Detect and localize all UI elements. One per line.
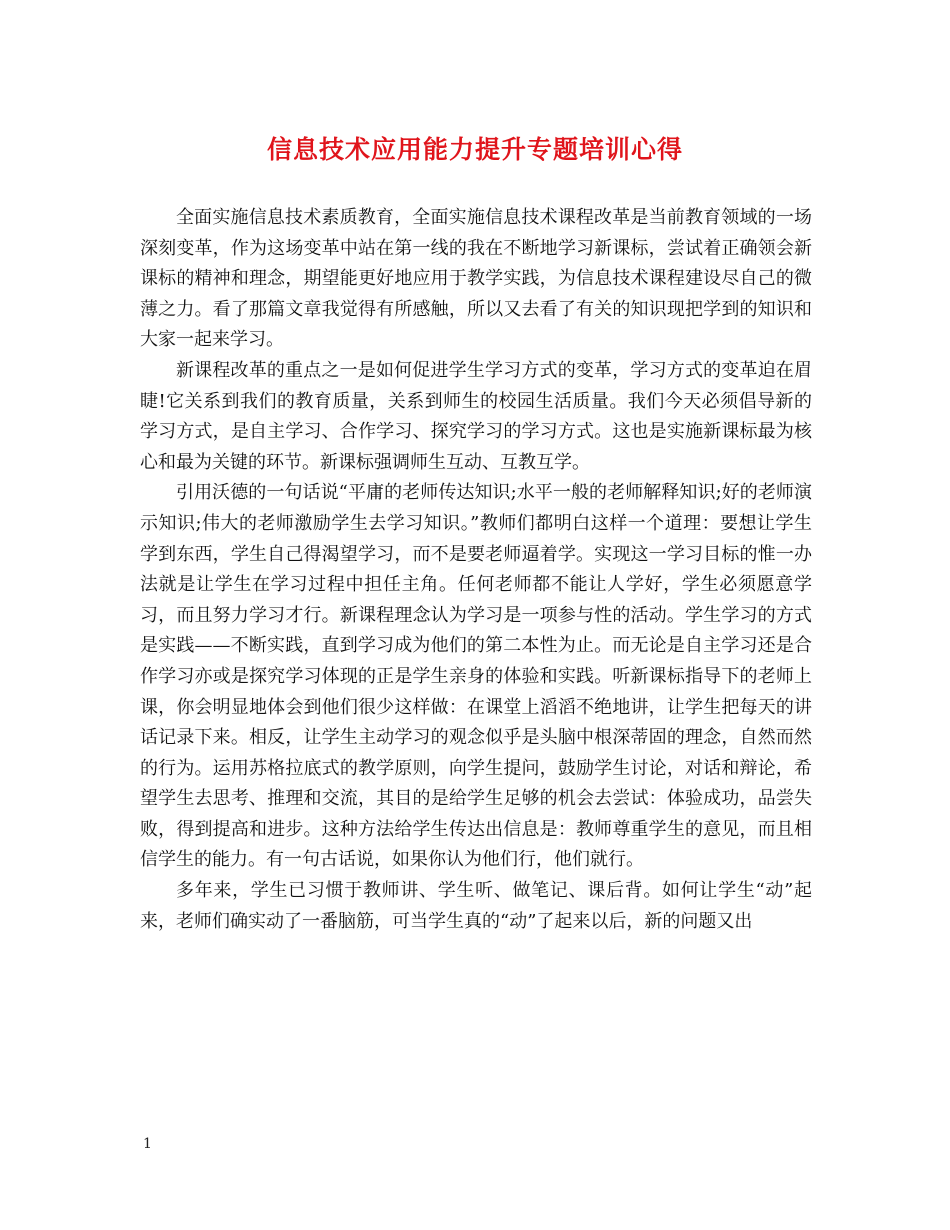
paragraph-4: 多年来，学生已习惯于教师讲、学生听、做笔记、课后背。如何让学生“动”起来，老师们确实动了一番脑筋，可当学生真的“动”了起来以后，新的问题又出: [140, 880, 812, 932]
page-title: 信息技术应用能力提升专题培训心得: [266, 135, 683, 164]
paragraph-3: 引用沃德的一句话说“平庸的老师传达知识;水平一般的老师解释知识;好的老师演示知识;伟大的老师激励学生去学习知识。”教师们都明白这样一个道理：要想让学生学到东西，学生自己得渴望学习，而不是要老师逼着学。实现这一学习目标的惟一办法就是让学生在学习过程中担任主角。任何老师都不能让人学好，学生必须愿意学习，而且努力学习才行。新课程理念认为学习是一项参与性的活动。学生学习的方式是实践——不断实践，直到学习成为他们的第二本性为止。而无论是自主学习还是合作学习亦或是探究学习体现的正是学生亲身的体验和实践。听新课标指导下的老师上课，你会明显地体会到他们很少这样做：在课堂上滔滔不绝地讲，让学生把每天的讲话记录下来。相反，让学生主动学习的观念似乎是头脑中根深蒂固的理念，自然而然的行为。运用苏格拉底式的教学原则，向学生提问，鼓励学生讨论，对话和辩论，希望学生去思考、推理和交流，其目的是给学生足够的机会去尝试：体验成功，品尝失败，得到提高和进步。这种方法给学生传达出信息是：教师尊重学生的意见，而且相信学生的能力。有一句古话说，如果你认为他们行，他们就行。: [140, 482, 812, 871]
paragraph-1: 全面实施信息技术素质教育，全面实施信息技术课程改革是当前教育领域的一场深刻变革，作为这场变革中站在第一线的我在不断地学习新课标，尝试着正确领会新课标的精神和理念，期望能更好地应用于教学实践，为信息技术课程建设尽自己的微薄之力。看了那篇文章我觉得有所感触，所以又去看了有关的知识现把学到的知识和大家一起来学习。: [140, 207, 812, 351]
paragraph-2: 新课程改革的重点之一是如何促进学生学习方式的变革，学习方式的变革迫在眉睫!它关系到我们的教育质量，关系到师生的校园生活质量。我们今天必须倡导新的学习方式，是自主学习、合作学习、探究学习的学习方式。这也是实施新课标最为核心和最为关键的环节。新课标强调师生互动、互教互学。: [140, 359, 812, 473]
page-number: 1: [143, 1136, 152, 1152]
document-body: [140, 203, 812, 937]
